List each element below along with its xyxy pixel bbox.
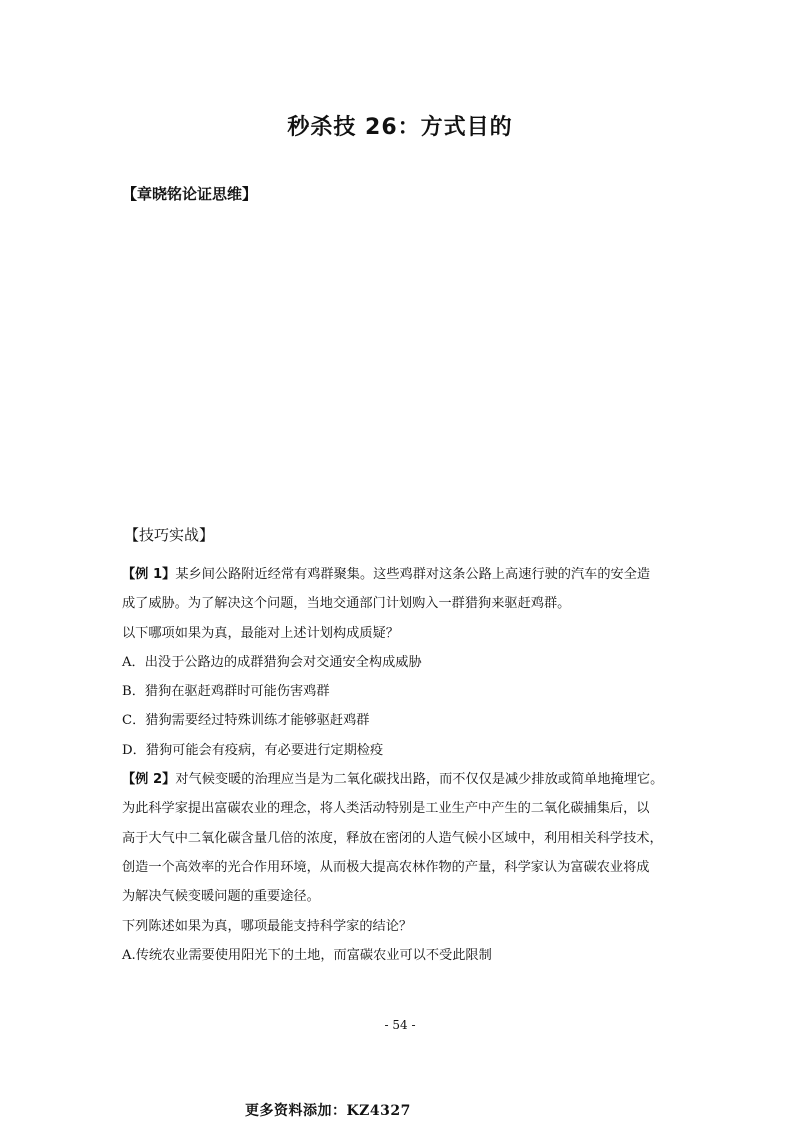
example-1-option-c: C．猎狗需要经过特殊训练才能够驱赶鸡群 <box>122 713 370 729</box>
page-title: 秒杀技 26：方式目的 <box>287 115 513 140</box>
example-1-stem-line-1: 【例 1】某乡间公路附近经常有鸡群聚集。这些鸡群对这条公路上高速行驶的汽车的安全造 <box>122 567 651 582</box>
example-2-stem-line-1: 【例 2】对气候变暖的治理应当是为二氧化碳找出路，而不仅仅是减少排放或简单地掩埋它。 <box>122 772 664 788</box>
example-2-tag: 【例 2】 <box>122 772 176 788</box>
example-1-option-b: B．猎狗在驱赶鸡群时可能伤害鸡群 <box>122 684 330 700</box>
document-body <box>122 560 697 970</box>
example-2-stem-line-3: 高于大气中二氧化碳含量几倍的浓度，释放在密闭的人造气候小区域中，利用相关科学技术， <box>122 830 663 846</box>
section-heading-practice: 【技巧实战】 <box>124 526 215 544</box>
section-heading-thinking: 【章晓铭论证思维】 <box>122 185 258 203</box>
example-1-stem-line-2: 成了威胁。为了解决这个问题，当地交通部门计划购入一群猎狗来驱赶鸡群。 <box>122 596 571 612</box>
example-2-stem-line-2: 为此科学家提出富碳农业的理念，将人类活动特别是工业生产中产生的二氧化碳捕集后，以 <box>122 801 650 817</box>
example-2-option-a: A.传统农业需要使用阳光下的土地，而富碳农业可以不受此限制 <box>122 947 492 963</box>
example-2-stem-line-4: 创造一个高效率的光合作用环境，从而极大提高农林作物的产量，科学家认为富碳农业将成 <box>122 859 650 875</box>
example-2-stem-line-5: 为解决气候变暖问题的重要途径。 <box>122 889 320 905</box>
example-1-option-d: D．猎狗可能会有疫病，有必要进行定期检疫 <box>122 742 384 758</box>
example-1-tag: 【例 1】 <box>122 567 176 582</box>
page-number: - 54 - <box>384 1018 416 1032</box>
footer-note: 更多资料添加：KZ4327 <box>245 1103 411 1119</box>
example-1-question: 以下哪项如果为真，最能对上述计划构成质疑？ <box>122 625 399 641</box>
example-2-question: 下列陈述如果为真，哪项最能支持科学家的结论？ <box>122 918 413 934</box>
blank-area <box>120 215 680 510</box>
example-1-option-a: A．出没于公路边的成群猎狗会对交通安全构成威胁 <box>122 654 422 670</box>
